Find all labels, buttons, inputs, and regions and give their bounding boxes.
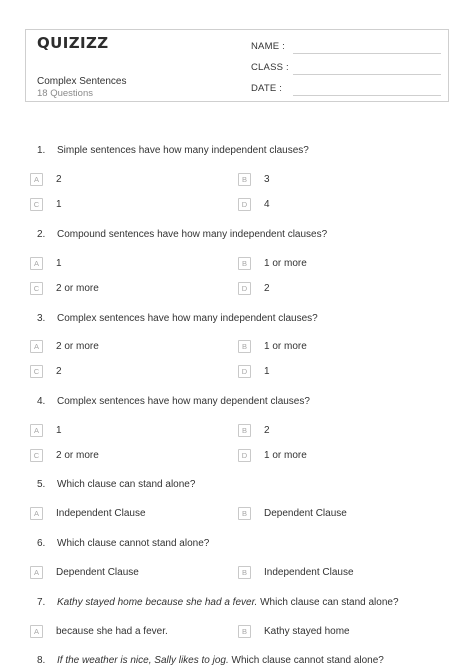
option-text: Independent Clause (264, 567, 354, 578)
option-letter-box: C (30, 449, 43, 462)
option-text: 2 or more (56, 341, 99, 352)
option-letter-box: A (30, 173, 43, 186)
class-label: CLASS : (251, 62, 289, 73)
worksheet-title: Complex Sentences (37, 76, 127, 87)
option-text: Dependent Clause (56, 567, 139, 578)
option-letter-box: A (30, 507, 43, 520)
date-field[interactable] (251, 82, 441, 96)
option-text: Kathy stayed home (264, 626, 350, 637)
option-text: 2 (56, 174, 62, 185)
question-text: Which clause cannot stand alone? (57, 538, 210, 549)
option-letter-box: A (30, 424, 43, 437)
class-field[interactable] (251, 61, 441, 75)
name-field[interactable] (251, 40, 441, 54)
question-text: Which clause can stand alone? (57, 479, 196, 490)
question-number: 7. (37, 597, 46, 608)
option-text: 1 (56, 425, 62, 436)
name-label: NAME : (251, 41, 285, 52)
question-number: 2. (37, 229, 46, 240)
option-letter-box: D (238, 449, 251, 462)
option-letter-box: B (238, 257, 251, 270)
option-text: 1 (264, 366, 270, 377)
question-text: Compound sentences have how many independent clauses? (57, 229, 328, 240)
question-prompt: Which clause cannot stand alone? (228, 655, 384, 666)
question-text: Simple sentences have how many independent clauses? (57, 145, 309, 156)
option-letter-box: A (30, 340, 43, 353)
question-number: 6. (37, 538, 46, 549)
question-number: 5. (37, 479, 46, 490)
option-text: 3 (264, 174, 270, 185)
quoted-sentence: If the weather is nice, Sally likes to jog. (57, 655, 229, 666)
date-label: DATE : (251, 83, 283, 94)
question-count: 18 Questions (37, 88, 93, 99)
option-letter-box: B (238, 507, 251, 520)
question-number: 4. (37, 396, 46, 407)
option-letter-box: A (30, 257, 43, 270)
quoted-sentence: Kathy stayed home because she had a fever. (57, 597, 258, 608)
option-letter-box: C (30, 365, 43, 378)
option-text: 4 (264, 199, 270, 210)
name-line (293, 53, 441, 54)
option-text: 1 or more (264, 258, 307, 269)
question-text (57, 597, 399, 608)
date-line (293, 95, 441, 96)
option-letter-box: C (30, 198, 43, 211)
option-text: 1 or more (264, 450, 307, 461)
class-line (293, 74, 441, 75)
option-letter-box: A (30, 625, 43, 638)
option-letter-box: B (238, 424, 251, 437)
option-text: 2 (264, 425, 270, 436)
option-text: 2 or more (56, 450, 99, 461)
option-letter-box: B (238, 625, 251, 638)
option-letter-box: B (238, 173, 251, 186)
question-text: Complex sentences have how many dependent clauses? (57, 396, 310, 407)
question-number: 1. (37, 145, 46, 156)
option-text: 1 or more (264, 341, 307, 352)
option-text: 2 or more (56, 283, 99, 294)
question-number: 8. (37, 655, 46, 666)
option-letter-box: D (238, 365, 251, 378)
question-prompt: Which clause can stand alone? (257, 597, 399, 608)
option-letter-box: C (30, 282, 43, 295)
question-number: 3. (37, 313, 46, 324)
option-letter-box: B (238, 566, 251, 579)
option-text: 1 (56, 199, 62, 210)
question-text: Complex sentences have how many independent clauses? (57, 313, 318, 324)
option-text: 2 (264, 283, 270, 294)
option-letter-box: D (238, 282, 251, 295)
option-text: Dependent Clause (264, 508, 347, 519)
option-text: because she had a fever. (56, 626, 168, 637)
question-text (57, 655, 384, 666)
option-letter-box: D (238, 198, 251, 211)
option-text: 2 (56, 366, 62, 377)
option-text: 1 (56, 258, 62, 269)
option-letter-box: B (238, 340, 251, 353)
option-letter-box: A (30, 566, 43, 579)
worksheet-header (25, 29, 449, 102)
quizizz-logo: QUIZIZZ (37, 34, 109, 52)
option-text: Independent Clause (56, 508, 146, 519)
